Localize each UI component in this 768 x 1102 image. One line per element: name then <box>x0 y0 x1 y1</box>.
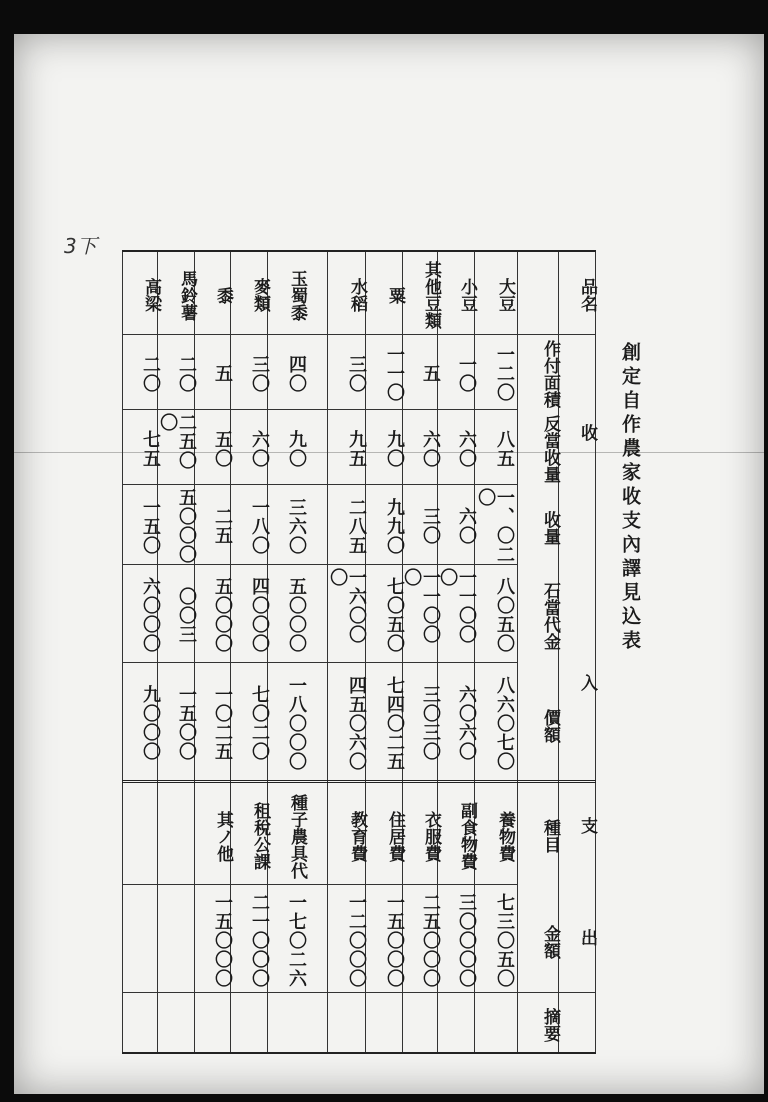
income-cell-per_tan: 二五〇〇 <box>157 413 197 470</box>
income-cell-area: 一〇 <box>456 354 477 393</box>
expense-cell-amount: 一七〇二六 <box>286 892 307 988</box>
income-cell-area: 一二〇 <box>494 345 515 402</box>
expense-cell-kind: 住居費 <box>385 810 405 862</box>
expense-section-label: 支 <box>577 816 597 834</box>
income-cell-per_tan: 九〇 <box>286 429 307 468</box>
income-cell-area: 二〇 <box>140 354 161 393</box>
expense-cell-amount: 七三〇五〇 <box>494 892 515 988</box>
income-cell-per_tan: 七五 <box>140 429 161 468</box>
income-cell-value: 七〇二〇 <box>249 685 270 761</box>
income-cell-yield: 六〇 <box>456 507 477 545</box>
expense-cell-amount: 二五〇〇〇 <box>420 892 441 988</box>
income-expense-table <box>122 250 596 1054</box>
expense-cell-kind: 其ノ他 <box>213 810 233 862</box>
income-cell-price: 八〇五〇 <box>494 577 515 653</box>
expense-cell-amount: 一五〇〇〇 <box>212 892 233 988</box>
expense-cell-kind: 養物費 <box>495 810 515 862</box>
income-cell-per_tan: 六〇 <box>456 429 477 468</box>
income-cell-price: 五〇〇〇 <box>212 577 233 653</box>
income-cell-yield: 二五 <box>212 507 233 545</box>
expense-cell-amount: 一二〇〇〇 <box>346 892 367 988</box>
income-cell-area: 四〇 <box>286 354 307 393</box>
expense-cell-amount: 一五〇〇〇 <box>384 892 405 988</box>
income-cell-item: 馬鈴薯 <box>177 269 197 321</box>
income-cell-yield: 九九〇 <box>384 497 405 555</box>
expense-cell-kind: 教育費 <box>347 810 367 862</box>
income-cell-area: 一一〇 <box>384 345 405 402</box>
income-cell-area: 三〇 <box>249 354 270 393</box>
expense-cell-kind: 副食物費 <box>457 802 477 870</box>
income-cell-price: 五〇〇〇 <box>286 577 307 653</box>
income-cell-value: 一五〇〇 <box>176 685 197 761</box>
income-cell-yield: 一五〇 <box>140 497 161 555</box>
document-title: 創定自作農家收支內譯見込表 <box>619 342 641 654</box>
income-cell-yield: 五〇〇〇 <box>176 488 197 564</box>
header-price-per-koku: 石當代金 <box>540 582 560 650</box>
expense-section-label-2: 出 <box>577 928 597 946</box>
income-cell-per_tan: 五〇 <box>212 429 233 468</box>
header-expense-note: 摘要 <box>540 1008 560 1042</box>
income-cell-value: 八六〇七〇 <box>494 675 515 771</box>
income-cell-item: 粟 <box>385 286 405 304</box>
income-cell-value: 六〇六〇 <box>456 685 477 761</box>
income-cell-area: 五 <box>212 364 233 383</box>
income-cell-price: 七〇五〇 <box>384 577 405 653</box>
income-cell-price: 四〇〇〇 <box>249 577 270 653</box>
income-cell-per_tan: 八五 <box>494 429 515 468</box>
header-item-name: 品名 <box>577 278 597 312</box>
income-cell-item: 黍 <box>213 286 233 304</box>
income-cell-area: 五 <box>420 364 441 383</box>
income-cell-value: 三〇三〇 <box>420 685 441 761</box>
income-cell-price: 一一〇〇〇 <box>437 568 477 644</box>
income-cell-yield: 一八〇 <box>249 497 270 555</box>
income-cell-item: 高梁 <box>141 278 161 312</box>
income-cell-per_tan: 六〇 <box>420 429 441 468</box>
income-cell-price: 〇〇三 <box>176 586 197 644</box>
income-cell-per_tan: 九五 <box>346 429 367 468</box>
income-cell-item: 水稻 <box>347 278 367 312</box>
income-cell-price: 六〇〇〇 <box>140 577 161 653</box>
income-section-label-2: 入 <box>577 673 597 691</box>
expense-cell-kind: 衣服費 <box>421 810 441 862</box>
income-cell-item: 其他豆類 <box>421 261 441 329</box>
header-yield-per-tan: 反當收量 <box>540 414 560 483</box>
income-cell-value: 一〇二五 <box>212 685 233 761</box>
income-cell-value: 一八〇〇〇 <box>286 675 307 771</box>
expense-cell-amount: 三〇〇〇〇 <box>456 892 477 988</box>
income-cell-value: 七四〇二五 <box>384 675 405 771</box>
income-cell-item: 小豆 <box>457 278 477 312</box>
income-cell-yield: 一、〇二〇 <box>475 488 515 564</box>
header-value: 價額 <box>540 709 560 743</box>
income-cell-area: 三〇 <box>346 354 367 393</box>
document-page <box>14 34 764 1094</box>
margin-note: 3下 <box>64 234 97 258</box>
expense-cell-kind: 種子農具代 <box>287 793 307 879</box>
income-cell-value: 四五〇六〇 <box>346 675 367 771</box>
header-planted-area: 作付面積 <box>540 339 560 408</box>
income-cell-yield: 三六〇 <box>286 497 307 555</box>
header-expense-amount: 金額 <box>540 925 560 959</box>
income-cell-item: 玉蜀黍 <box>287 269 307 321</box>
expense-cell-amount: 二一〇〇〇 <box>249 892 270 988</box>
income-cell-yield: 三〇 <box>420 507 441 545</box>
income-cell-price: 一一〇〇〇 <box>401 568 441 644</box>
header-expense-kind: 種目 <box>540 819 560 853</box>
income-cell-area: 二〇 <box>176 354 197 393</box>
income-cell-item: 麥類 <box>250 278 270 312</box>
income-section-label: 收 <box>577 423 597 441</box>
income-cell-item: 大豆 <box>495 278 515 312</box>
income-cell-per_tan: 九〇 <box>384 429 405 468</box>
expense-cell-kind: 租稅公課 <box>250 802 270 870</box>
header-yield: 收量 <box>540 511 560 545</box>
income-cell-value: 九〇〇〇 <box>140 685 161 761</box>
income-cell-per_tan: 六〇 <box>249 429 270 468</box>
income-cell-yield: 二八五 <box>346 497 367 555</box>
income-cell-price: 一六〇〇〇 <box>327 568 367 644</box>
